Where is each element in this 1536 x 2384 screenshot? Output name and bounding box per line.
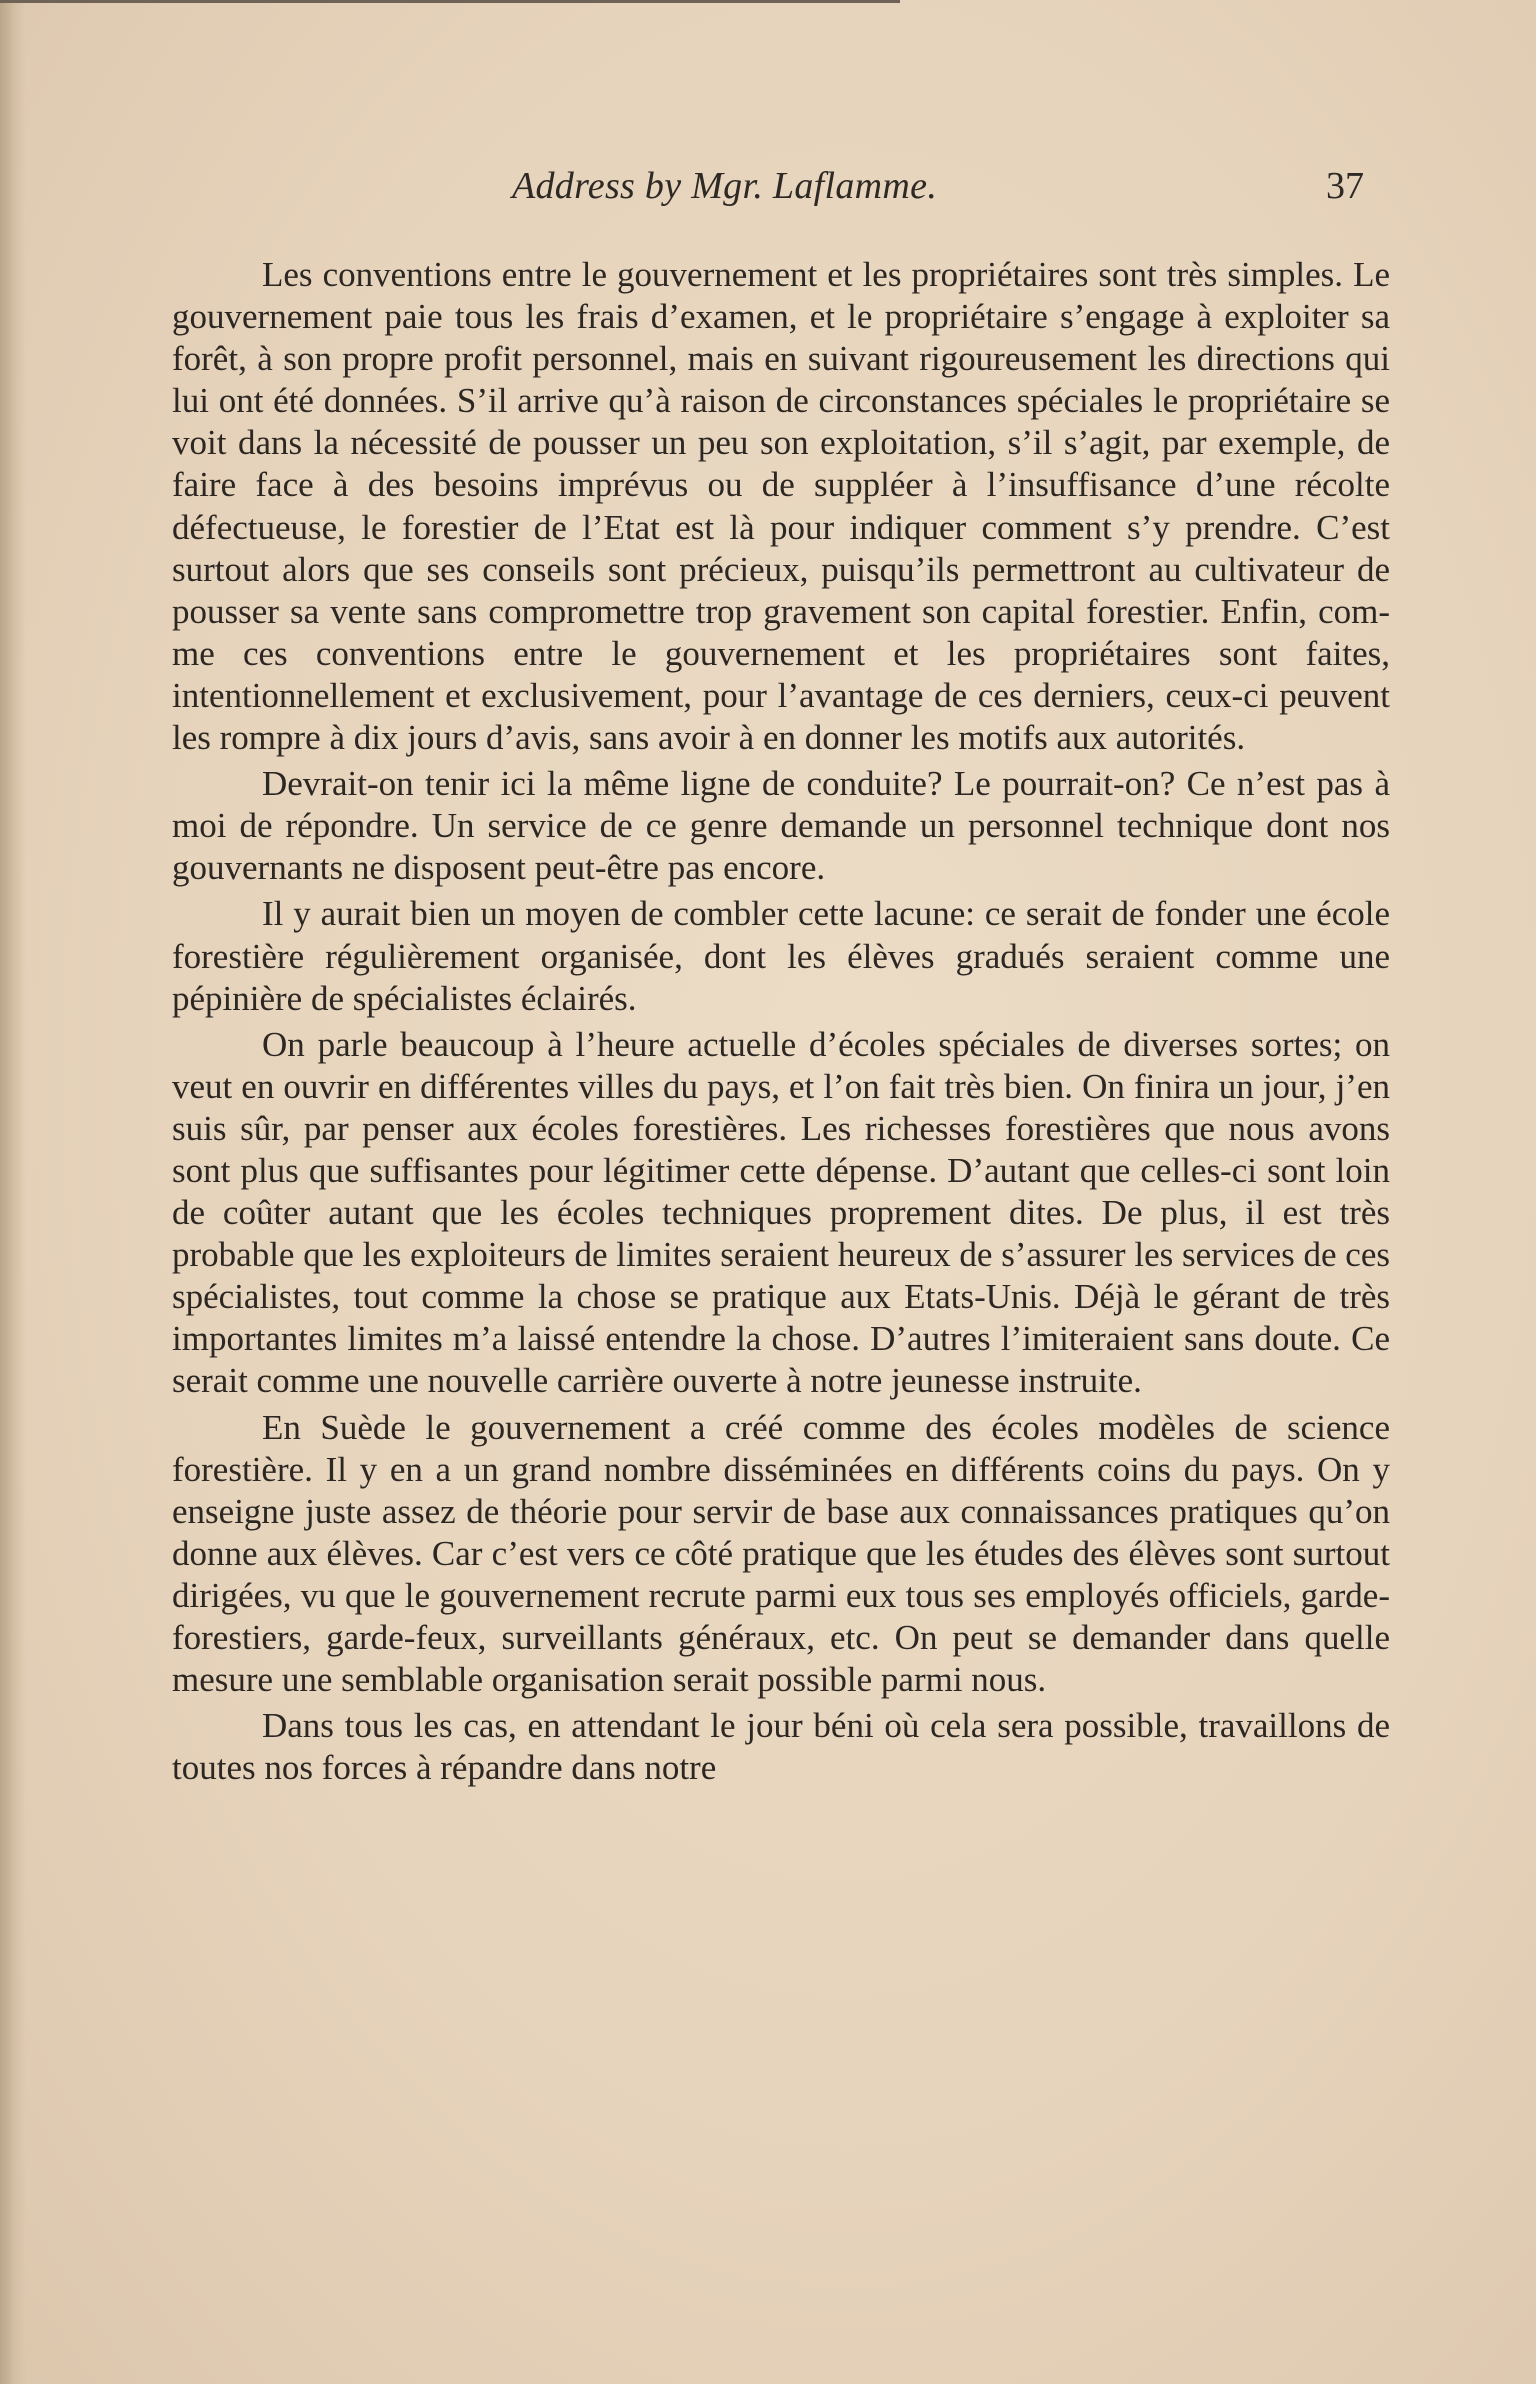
page-binding-edge [0, 0, 26, 2384]
running-title: Address by Mgr. Laflamme. [512, 165, 938, 207]
running-header [0, 158, 1536, 218]
paragraph: En Suède le gouvernement a créé comme des écoles modèles de science forestière. Il y en a un grand nombre disséminées en différents coins du pays. On y enseigne juste assez de théorie pour servir de base aux connaissances pratiques qu’on donne aux élèves. Car c’est vers ce côté pratique que les études des élèves sont surtout dirigées, vu que le gouvernement recrute parmi eux tous ses employés officiels, garde-forestiers, garde-feux, surveillants généraux, etc. On peut se demander dans quelle mesure une semblable organisation serait possible parmi nous. [172, 1407, 1390, 1700]
paragraph: Il y aurait bien un moyen de combler cette lacune: ce serait de fonder une école forestière régulièrement organisée, dont les élèves gradués seraient comme une pépinière de spécialistes éclairés. [172, 894, 1390, 1018]
body-text [172, 254, 1390, 1793]
page-number: 37 [1326, 165, 1364, 207]
paragraph: Dans tous les cas, en attendant le jour béni où cela sera possible, travaillons de toutes nos forces à répandre dans notre [172, 1706, 1390, 1788]
paragraph: Les conventions entre le gouvernement et les propriétaires sont très simples. Le gouvernement paie tous les frais d’examen, et le propriétaire s’engage à exploiter sa forêt, à son propre profit personnel, mais en suivant rigoureusement les directions qui lui ont été données. S’il arrive qu’à raison de circonstances spéciales le propriétaire se voit dans la nécessité de pousser un peu son exploitation, s’il s’agit, par exemple, de faire face à des besoins imprévus ou de suppléer à l’insuffisance d’une récolte défectueuse, le forestier de l’Etat est là pour indiquer comment s’y prendre. C’est surtout alors que ses conseils sont précieux, puisqu’ils permettront au cultivateur de pousser sa vente sans compromettre trop gravement son capital forestier. Enfin, comme ces conventions entre le gouvernement et les propriétaires sont faites, intentionnellement et exclusivement, pour l’avantage de ces derniers, ceux-ci peuvent les rompre à dix jours d’avis, sans avoir à en donner les motifs aux autorités. [172, 255, 1390, 758]
top-rule [0, 0, 900, 3]
paragraph: On parle beaucoup à l’heure actuelle d’écoles spéciales de diverses sortes; on veut en ouvrir en différentes villes du pays, et l’on fait très bien. On finira un jour, j’en suis sûr, par penser aux écoles forestières. Les richesses forestières que nous avons sont plus que suffisantes pour légitimer cette dépense. D’autant que celles-ci sont loin de coûter autant que les écoles techniques proprement dites. De plus, il est très probable que les exploiteurs de limites seraient heureux de s’assurer les services de ces spécialistes, tout comme la chose se pratique aux Etats-Unis. Déjà le gérant de très importantes limites m’a laissé entendre la chose. D’autres l’imiteraient sans doute. Ce serait comme une nouvelle carrière ouverte à notre jeunesse instruite. [172, 1024, 1390, 1401]
paragraph: Devrait-on tenir ici la même ligne de conduite? Le pourrait-on? Ce n’est pas à moi de répondre. Un service de ce genre demande un personnel technique dont nos gouvernants ne disposent peut-être pas encore. [172, 764, 1390, 888]
